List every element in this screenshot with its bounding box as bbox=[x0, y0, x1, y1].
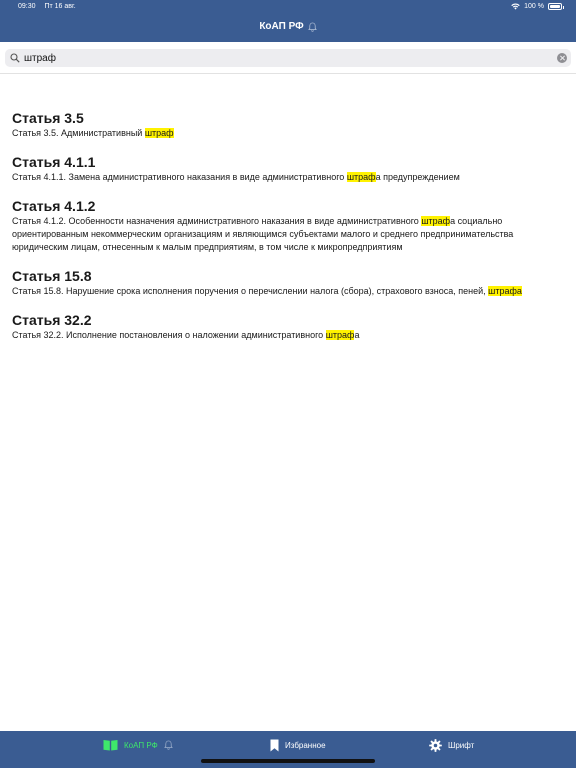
result-title: Статья 3.5 bbox=[12, 110, 84, 126]
result-snippet bbox=[12, 329, 568, 342]
result-item[interactable] bbox=[12, 154, 568, 184]
status-time: 09:30 bbox=[18, 3, 36, 10]
snippet-text: Статья 3.5. Административный bbox=[12, 128, 145, 138]
search-bar bbox=[0, 42, 576, 74]
tab-label: Избранное bbox=[285, 741, 326, 750]
tab-font[interactable] bbox=[429, 739, 474, 752]
snippet-text: Статья 4.1.2. Особенности назначения административного наказания в виде административного bbox=[12, 216, 422, 226]
result-item[interactable] bbox=[12, 312, 568, 342]
search-highlight: штраф bbox=[346, 172, 376, 182]
status-bar bbox=[0, 0, 576, 14]
bookmark-icon bbox=[270, 739, 279, 752]
tab-favorites[interactable] bbox=[270, 739, 326, 752]
result-title: Статья 4.1.1 bbox=[12, 154, 96, 170]
result-item[interactable] bbox=[12, 198, 568, 254]
result-snippet bbox=[12, 171, 568, 184]
snippet-text: Статья 15.8. Нарушение срока исполнения поручения о перечислении налога (сбора), страхового взноса, пеней, bbox=[12, 286, 489, 296]
battery-icon bbox=[548, 3, 562, 10]
snippet-text: Статья 4.1.1. Замена административного наказания в виде административного bbox=[12, 172, 347, 182]
search-highlight: штраф bbox=[144, 128, 174, 138]
page-title: КоАП РФ bbox=[259, 21, 304, 32]
result-item[interactable] bbox=[12, 268, 568, 298]
book-icon bbox=[103, 739, 118, 751]
tab-koap[interactable] bbox=[103, 739, 173, 751]
gear-icon bbox=[429, 739, 442, 752]
status-right bbox=[511, 3, 562, 10]
nav-title bbox=[0, 21, 576, 32]
result-title: Статья 4.1.2 bbox=[12, 198, 96, 214]
snippet-text: Статья 32.2. Исполнение постановления о наложении административного bbox=[12, 330, 326, 340]
tab-label: КоАП РФ bbox=[124, 740, 158, 750]
bell-icon[interactable] bbox=[308, 22, 317, 32]
result-item[interactable] bbox=[12, 110, 568, 140]
top-bar bbox=[0, 0, 576, 42]
search-highlight: штраф bbox=[421, 216, 451, 226]
result-title: Статья 15.8 bbox=[12, 268, 92, 284]
status-date: Пт 16 авг. bbox=[44, 3, 76, 10]
result-title: Статья 32.2 bbox=[12, 312, 92, 328]
search-input[interactable] bbox=[24, 49, 544, 67]
tab-label: Шрифт bbox=[448, 741, 475, 750]
results-list bbox=[12, 110, 568, 356]
clear-icon[interactable] bbox=[557, 53, 567, 63]
result-snippet bbox=[12, 127, 568, 140]
search-icon bbox=[10, 53, 20, 63]
wifi-icon bbox=[511, 3, 520, 10]
search-highlight: штраф bbox=[325, 330, 355, 340]
status-left bbox=[18, 3, 83, 10]
battery-percent: 100 % bbox=[524, 3, 544, 10]
result-snippet bbox=[12, 285, 568, 298]
snippet-text: а социально ориентированным некоммерческим организациям и являющимся субъектами малого и среднего предпринимательства юридическим лицам, отнесенным к малым предприятиям, в том числе к микропредприятиям bbox=[12, 216, 514, 252]
result-snippet bbox=[12, 215, 568, 254]
search-box[interactable] bbox=[5, 49, 571, 67]
home-indicator[interactable] bbox=[201, 759, 375, 763]
snippet-text: а bbox=[354, 330, 360, 340]
search-highlight: штрафа bbox=[488, 286, 522, 296]
snippet-text: а предупреждением bbox=[375, 172, 460, 182]
bell-icon bbox=[164, 740, 173, 750]
